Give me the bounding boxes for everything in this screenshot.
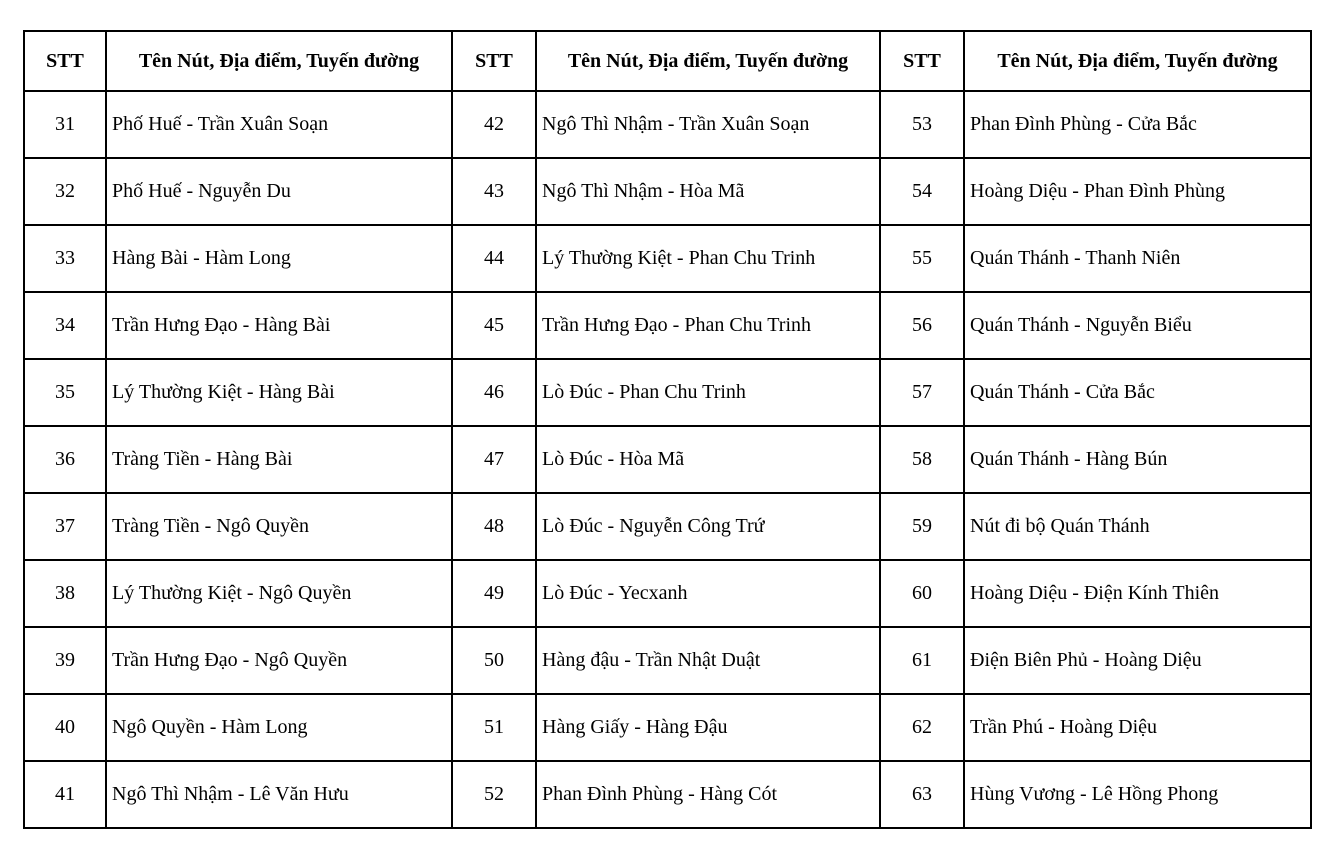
table-row [24,694,1311,761]
route-cell: Ngô Thì Nhậm - Hòa Mã [536,158,880,225]
stt-cell: 31 [24,91,106,158]
stt-cell: 43 [452,158,536,225]
route-cell: Hoàng Diệu - Điện Kính Thiên [964,560,1311,627]
stt-cell: 32 [24,158,106,225]
stt-cell: 59 [880,493,964,560]
route-cell: Quán Thánh - Nguyễn Biểu [964,292,1311,359]
stt-cell: 56 [880,292,964,359]
table-row [24,292,1311,359]
stt-cell: 58 [880,426,964,493]
table-row [24,627,1311,694]
route-cell: Hàng Bài - Hàm Long [106,225,452,292]
stt-cell: 52 [452,761,536,828]
stt-cell: 45 [452,292,536,359]
stt-cell: 63 [880,761,964,828]
stt-cell: 42 [452,91,536,158]
route-cell: Lò Đúc - Phan Chu Trinh [536,359,880,426]
table-row [24,761,1311,828]
route-cell: Ngô Quyền - Hàm Long [106,694,452,761]
stt-cell: 44 [452,225,536,292]
table-header [24,31,1311,91]
route-header: Tên Nút, Địa điểm, Tuyến đường [106,31,452,91]
stt-header: STT [880,31,964,91]
route-header: Tên Nút, Địa điểm, Tuyến đường [964,31,1311,91]
route-cell: Phan Đình Phùng - Hàng Cót [536,761,880,828]
table-row [24,560,1311,627]
stt-cell: 49 [452,560,536,627]
table-row [24,426,1311,493]
stt-cell: 34 [24,292,106,359]
stt-header: STT [452,31,536,91]
route-cell: Tràng Tiền - Hàng Bài [106,426,452,493]
route-cell: Trần Hưng Đạo - Ngô Quyền [106,627,452,694]
route-cell: Quán Thánh - Thanh Niên [964,225,1311,292]
route-cell: Hàng Giấy - Hàng Đậu [536,694,880,761]
route-cell: Hùng Vương - Lê Hồng Phong [964,761,1311,828]
route-cell: Ngô Thì Nhậm - Trần Xuân Soạn [536,91,880,158]
table-row [24,158,1311,225]
route-header: Tên Nút, Địa điểm, Tuyến đường [536,31,880,91]
route-cell: Nút đi bộ Quán Thánh [964,493,1311,560]
table-row [24,359,1311,426]
stt-cell: 61 [880,627,964,694]
stt-cell: 50 [452,627,536,694]
table-row [24,493,1311,560]
stt-cell: 40 [24,694,106,761]
stt-cell: 53 [880,91,964,158]
route-cell: Ngô Thì Nhậm - Lê Văn Hưu [106,761,452,828]
route-cell: Trần Phú - Hoàng Diệu [964,694,1311,761]
route-cell: Quán Thánh - Cửa Bắc [964,359,1311,426]
stt-cell: 41 [24,761,106,828]
table-body [24,91,1311,828]
stt-cell: 33 [24,225,106,292]
header-row [24,31,1311,91]
route-cell: Lò Đúc - Hòa Mã [536,426,880,493]
route-cell: Phố Huế - Nguyễn Du [106,158,452,225]
intersections-table [23,30,1312,829]
stt-cell: 38 [24,560,106,627]
route-cell: Phan Đình Phùng - Cửa Bắc [964,91,1311,158]
route-cell: Tràng Tiền - Ngô Quyền [106,493,452,560]
route-cell: Điện Biên Phủ - Hoàng Diệu [964,627,1311,694]
route-cell: Lò Đúc - Nguyễn Công Trứ [536,493,880,560]
route-cell: Quán Thánh - Hàng Bún [964,426,1311,493]
stt-cell: 60 [880,560,964,627]
table-row [24,225,1311,292]
stt-cell: 54 [880,158,964,225]
route-cell: Trần Hưng Đạo - Phan Chu Trinh [536,292,880,359]
route-cell: Lò Đúc - Yecxanh [536,560,880,627]
stt-cell: 36 [24,426,106,493]
stt-cell: 55 [880,225,964,292]
stt-cell: 48 [452,493,536,560]
stt-cell: 39 [24,627,106,694]
route-cell: Lý Thường Kiệt - Phan Chu Trinh [536,225,880,292]
stt-cell: 62 [880,694,964,761]
stt-header: STT [24,31,106,91]
stt-cell: 35 [24,359,106,426]
route-cell: Hàng đậu - Trần Nhật Duật [536,627,880,694]
route-cell: Trần Hưng Đạo - Hàng Bài [106,292,452,359]
route-cell: Lý Thường Kiệt - Hàng Bài [106,359,452,426]
stt-cell: 47 [452,426,536,493]
route-cell: Lý Thường Kiệt - Ngô Quyền [106,560,452,627]
stt-cell: 57 [880,359,964,426]
stt-cell: 37 [24,493,106,560]
route-cell: Phố Huế - Trần Xuân Soạn [106,91,452,158]
stt-cell: 46 [452,359,536,426]
route-cell: Hoàng Diệu - Phan Đình Phùng [964,158,1311,225]
table-row [24,91,1311,158]
stt-cell: 51 [452,694,536,761]
